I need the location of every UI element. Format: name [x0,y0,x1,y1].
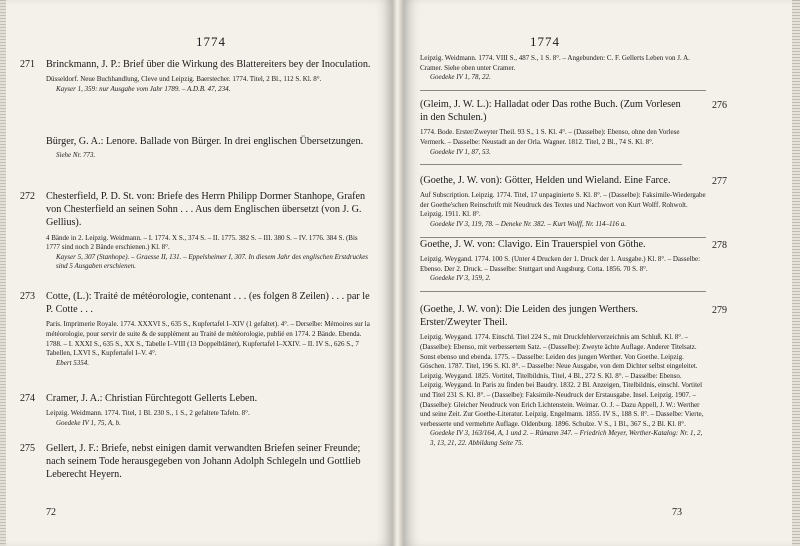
entry-reference: Goedeke IV 1, 75, A, b. [56,418,121,427]
entry-body: Auf Subscription. Leipzig. 1774. Titel, 17 unpaginierte S. Kl. 8°. – (Dasselbe): Faksimile-Wiedergabe der Goethe'schen Reinschrift mit Neudruck des Textes und Nachwort von Kurt Wolff. Rohwolt. Leipzig. 1911. Kl. 8°. [420,191,706,219]
page-number: 72 [46,507,56,518]
entry-reference: Kayser 5, 307 (Stanhope). – Graesse II, 131. – Eppelsheimer I, 307. In diesem Jahr des englischen Erstdruckes sind 5 Ausgaben erschienen. [56,252,369,271]
entry-276 [420,98,727,165]
entry-274 [20,392,372,428]
page-header-year: 1774 [530,34,560,49]
entry-277 [420,174,727,238]
entry-number: 278 [712,240,727,251]
entry-body: Paris. Imprimerie Royale. 1774. XXXVI S., 635 S., Kupfertafel I–XIV (1 gefaltet). 4°. – Derselbe: Mémoires sur la météorologie, pour servir de suite & de supplément au Traité de météorologie, publié en 1774. 2 Bände. Ebenda. 1788. – I. XXXI S., 635 S., XX S., Tabelle I–VIII (13 Doppelblätter), Kupfertafel I–XXIV. – II. IV S., 626 S., 7 Tabellen, LXVI S., Kupfertafel I–V. 4°. [46,320,370,358]
page-header-year: 1774 [196,34,226,49]
entry-title: Brinckmann, J. P.: Brief über die Wirkung des Blattereiters bey der Inoculation. [46,59,371,70]
entry-burger [46,135,372,161]
entry-number: 275 [20,443,35,454]
entry-title: (Gleim, J. W. L.): Halladat oder Das rothe Buch. (Zum Vorlesen in den Schulen.) [420,99,681,124]
entry-title: (Goethe, J. W. von): Götter, Helden und Wieland. Eine Farce. [420,175,671,186]
entry-reference: Goedeke IV 3, 163/164, A, 1 und 2. – Rümann 347. – Friedrich Meyer, Werther-Katalog: Nr. 1, 2, 3, 13, 21, 22. Abbildung Seite 75. [430,429,703,447]
entry-body: Leipzig. Weygand. 1774. Einschl. Titel 224 S., mit Druckfehlerverzeichnis am Schluß. Kl. 8°. – (Dasselbe): Ebenso, mit verbessertem Satz. – (Dasselbe): Zweyte ächte Auflage. Anderer Titelsatz. Sonst ebenso und ebenda. 1775. – Dasselbe: Leiden des jungen Werther. Von Goethe. Leipzig. Göschen. 1787. Titel, 196 S. Kl. 8°. – Dasselbe: Neue Ausgabe, von dem Dichter selbst eingeleitet. Leipzig. Weygand. 1825. Vortitel, Titelbildnis, Titel, 4 Bl., 272 S. Kl. 8°. – Dasselbe: Ebenso. Leipzig. Weygand. In Paris zu finden bei Baudry. 1832. 2 Bl. Anzeigen, Titelbildnis, einschl. Vortitel und Titel 231 S. Kl. 8°. – (Dasselbe): Faksimile-Neudruck der Erstausgabe. Insel. Leipzig. 1907. – (Dasselbe): Gleicher Neudruck von Erich Lichtenstein. Weimar. O. J. – Dazu Appell, J. W.: Werther und seine Zeit. Zur Goethe-Literatur. Leipzig. Engelmann. 1855. IV S., 188 S. 8°. – Dasselbe: Vierte, verbesserte und vermehrte Auflage. Oldenburg. 1896. Schulze. V S., 1 Bl., 367 S., 2 Bl. Kl. 8°. [420,333,704,428]
entry-279 [420,303,727,449]
right-page [404,0,800,546]
entry-body: Düsseldorf. Neue Buchhandlung, Cleve und Leipzig. Baerstecher. 1774. Titel, 2 Bl., 112 S. Kl. 8°. [46,75,322,84]
entry-275 [20,442,372,482]
entry-title: Goethe, J. W. von: Clavigo. Ein Trauerspiel von Göthe. [420,239,646,250]
page-edge-left [0,0,6,546]
entry-body: Leipzig. Weidmann. 1774. VIII S., 487 S., 1 S. 8°. – Angebunden: C. F. Gellerts Leben von J. A. Cramer. Siehe oben unter Cramer. [420,54,690,72]
entry-number: 277 [712,176,727,187]
entry-number: 279 [712,305,727,316]
page-edge-right [792,0,800,546]
entry-278 [420,238,727,292]
separator-rule [420,90,706,91]
left-page [0,0,392,546]
entry-271 [20,58,372,94]
entry-reference: Goedeke IV 3, 159, 2. [430,274,491,283]
entry-reference: Kayser 1, 359: nur Ausgabe vom Jahr 1789. – A.D.B. 47, 234. [56,84,231,93]
continuation-275 [420,54,706,91]
entry-reference: Siehe Nr. 773. [56,151,96,160]
book-gutter [392,0,404,546]
entry-273 [20,290,372,368]
entry-number: 271 [20,59,35,70]
entry-body: Leipzig. Weygand. 1774. 100 S. (Unter 4 Drucken der 1. Druck der 1. Ausgabe.) Kl. 8°. – Dasselbe: Ebenso. Der 2. Druck. – Dasselbe: Stuttgart und Augsburg. Cotta. 1856. 70 S. 8°. [420,255,701,273]
entry-body: 4 Bände in 2. Leipzig. Weidmann. – I. 1774. X S., 374 S. – II. 1775. 382 S. – III. 380 S. – IV. 1776. 384 S. (Bis 1777 sind noch 2 Bände erschienen.) Kl. 8°. [46,233,358,252]
entry-number: 273 [20,291,35,302]
entry-reference: Goedeke IV 1, 78, 22. [430,73,491,82]
entry-number: 272 [20,191,35,202]
entry-title: Gellert, J. F.: Briefe, nebst einigen damit verwandten Briefen seiner Freunde; nach seinem Tode herausgegeben von Johann Adolph Schlegeln und Gottlieb Leberecht Heyern. [46,443,361,481]
entry-body: Leipzig. Weidmann. 1774. Titel, 1 Bl. 230 S., 1 S., 2 gefaltete Tafeln. 8°. [46,409,250,418]
entry-number: 274 [20,393,35,404]
entry-title: Cramer, J. A.: Christian Fürchtegott Gellerts Leben. [46,393,258,404]
entry-reference: Goedeke IV 3, 119, 78. – Deneke Nr. 382. – Kurt Wolff, Nr. 114–116 a. [430,219,626,228]
entry-reference: Ebert 5354. [56,358,90,367]
entry-272 [20,190,372,272]
entry-reference: Goedeke IV 1, 87, 53. [430,147,491,156]
page-number: 73 [672,507,682,518]
entry-number: 276 [712,100,727,111]
entry-title: Bürger, G. A.: Lenore. Ballade von Bürger. In drei englischen Übersetzungen. [46,136,364,147]
separator-rule [420,291,706,292]
separator-rule [420,164,682,165]
entry-title: Chesterfield, P. D. St. von: Briefe des Herrn Philipp Dormer Stanhope, Grafen von Chesterfield an seinen Sohn . . . Aus dem Englischen übersetzt (von J. G. Gellius). [46,191,366,229]
entry-title: Cotte, (L.): Traité de météorologie, contenant . . . (es folgen 8 Zeilen) . . . par le P. Cotte . . . [46,291,370,316]
entry-title: (Goethe, J. W. von): Die Leiden des jungen Werthers. Erster/Zweyter Theil. [420,304,638,329]
entry-body: 1774. Bode. Erster/Zweyter Theil. 93 S., 1 S. Kl. 4°. – (Dasselbe): Ebenso, ohne den Vorlese Vermerk. – Dasselbe: Neustadt an der Orla. Wagner. 1812. Titel, 2 Bl., 74 S. Kl. 8°. [420,128,680,146]
